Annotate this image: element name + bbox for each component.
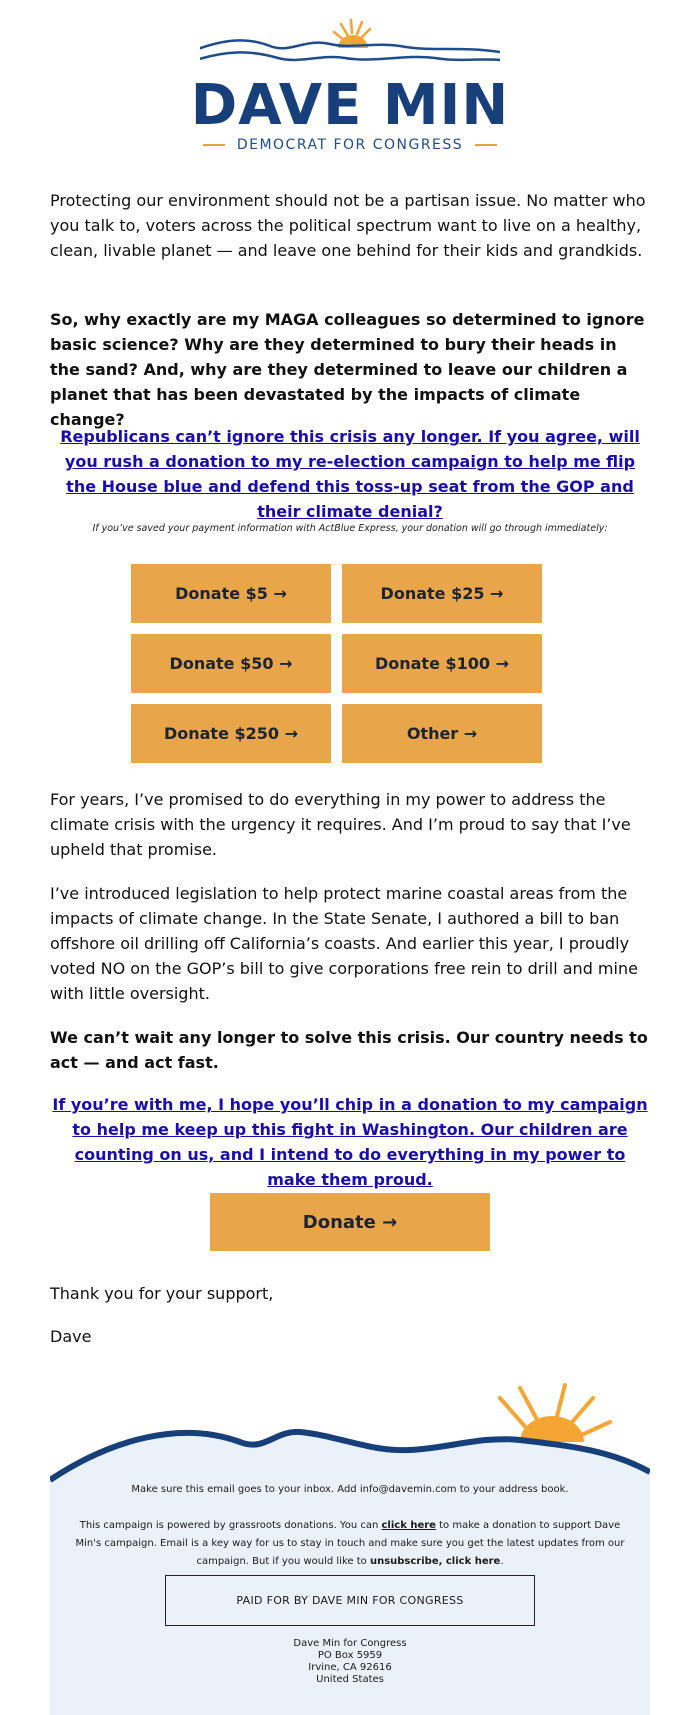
logo-tagline: [0, 136, 700, 154]
donation-ask-link[interactable]: Republicans can’t ignore this crisis any longer. If you agree, will you rush a donation to my re-election campaign to help me flip the House blue and defend this toss-up seat from the GOP and their climate denial?: [60, 427, 640, 521]
donate-250-button[interactable]: Donate $250 →: [131, 704, 331, 763]
mountains-sun-icon: [200, 18, 500, 78]
address-line: United States: [316, 1674, 384, 1685]
years-paragraph: For years, I’ve promised to do everything in my power to address the climate crisis with the urgency it requires. And I’m proud to say that I’ve upheld that promise.: [50, 790, 631, 859]
tagline-rule-left: [203, 144, 225, 146]
intro-paragraph: Protecting our environment should not be a partisan issue. No matter who you talk to, voters across the political spectrum want to live on a healthy, clean, livable planet — and leave one behind for their kids and grandkids.: [50, 191, 646, 260]
logo-wordmark: DAVE MIN: [190, 73, 510, 138]
tagline-rule-right: [475, 144, 497, 146]
mailing-address: [50, 1638, 650, 1686]
donate-click-here-link[interactable]: click here: [381, 1520, 436, 1531]
address-line: PO Box 5959: [317, 1650, 383, 1661]
legislation-paragraph: I’ve introduced legislation to help protect marine coastal areas from the impacts of climate change. In the State Senate, I authored a bill to ban offshore oil drilling off California’s coasts. And earlier this year, I proudly voted NO on the GOP’s bill to give corporations free rein to drill and mine with little oversight.: [50, 884, 638, 1003]
grassroots-pre: This campaign is powered by grassroots donations. You can: [79, 1520, 382, 1531]
urgent-paragraph: We can’t wait any longer to solve this crisis. Our country needs to act — and act fast.: [50, 1028, 648, 1072]
address-line: Irvine, CA 92616: [308, 1662, 392, 1673]
grassroots-end: .: [500, 1556, 504, 1567]
donate-50-button[interactable]: Donate $50 →: [131, 634, 331, 693]
signature-text: Dave: [50, 1327, 92, 1346]
unsubscribe-link[interactable]: unsubscribe, click here: [369, 1556, 501, 1567]
donate-100-button[interactable]: Donate $100 →: [342, 634, 542, 693]
tagline-text: DEMOCRAT FOR CONGRESS: [236, 137, 464, 153]
actblue-express-note: If you’ve saved your payment information with ActBlue Express, your donation will go through immediately:: [92, 523, 608, 534]
email-footer: [50, 1380, 650, 1715]
chip-in-link[interactable]: If you’re with me, I hope you’ll chip in a donation to my campaign to help me keep up this fight in Washington. Our children are counting on us, and I intend to do everything in my power to make them proud.: [52, 1095, 648, 1189]
question-paragraph: So, why exactly are my MAGA colleagues so determined to ignore basic science? Why are they determined to bury their heads in the sand? And, why are they determined to leave our children a planet that has been devastated by the impacts of climate change?: [50, 310, 645, 429]
signoff-text: Thank you for your support,: [50, 1284, 274, 1303]
donate-25-button[interactable]: Donate $25 →: [342, 564, 542, 623]
campaign-logo: [0, 18, 700, 153]
donate-5-button[interactable]: Donate $5 →: [131, 564, 331, 623]
address-line: Dave Min for Congress: [293, 1638, 407, 1649]
main-donate-button[interactable]: Donate →: [210, 1193, 490, 1251]
grassroots-mid: to make a donation to support Dave Min's campaign. Email is a key way for us to stay in touch and make sure you get the latest updates from our campaign. But if you would like to: [75, 1520, 625, 1567]
grassroots-text: [50, 1517, 650, 1571]
paid-for-box: PAID FOR BY DAVE MIN FOR CONGRESS: [165, 1575, 535, 1626]
donate-other-button[interactable]: Other →: [342, 704, 542, 763]
inbox-note: Make sure this email goes to your inbox. Add info@davemin.com to your address book.: [131, 1484, 569, 1495]
